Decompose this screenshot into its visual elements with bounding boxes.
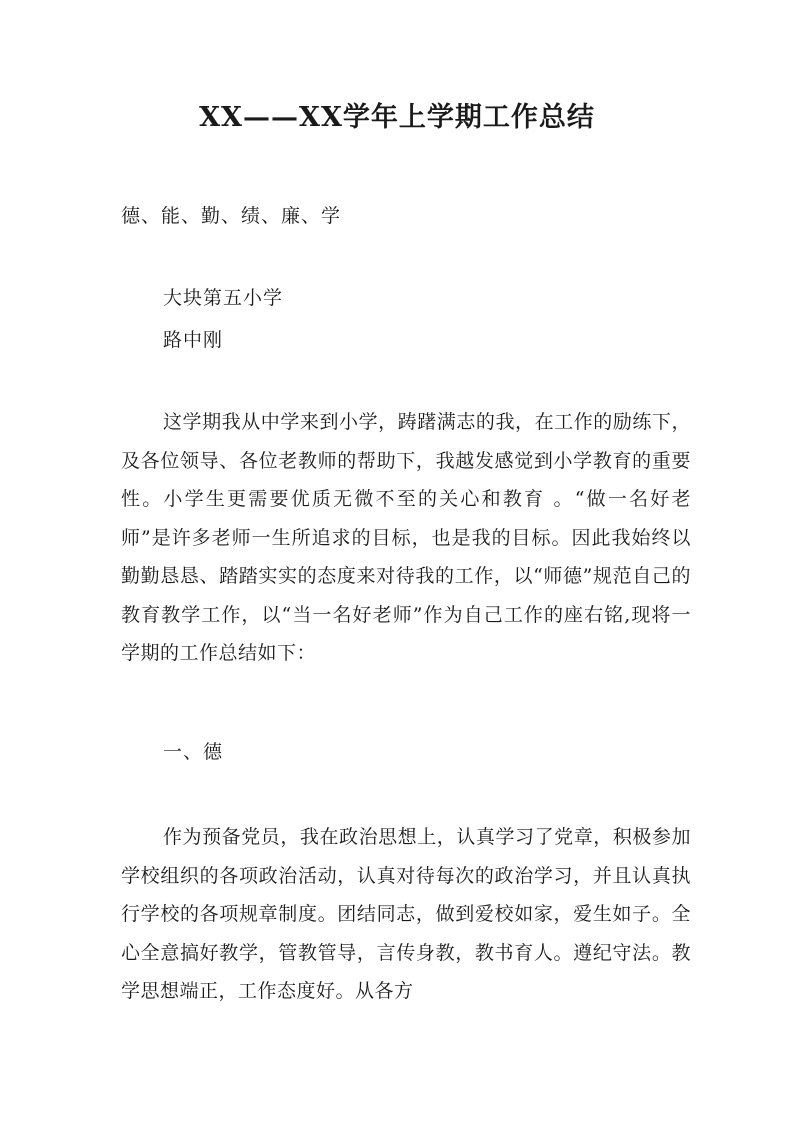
document-subtitle: 德、能、勤、绩、廉、学 — [121, 205, 342, 227]
author-name: 路中刚 — [163, 329, 224, 351]
section-1-paragraph: 作为预备党员，我在政治思想上，认真学习了党章，积极参加学校组织的各项政治活动，认真对待每次的政治学习，并且认真执行学校的各项规章制度。团结同志，做到爱校如家，爱生如子。全心全意搞好教学，管教管导，言传身教，教书育人。遵纪守法。教学思想端正，工作态度好。从各方 — [121, 826, 691, 1002]
document-title: XX——XX学年上学期工作总结 — [199, 102, 595, 133]
intro-paragraph: 这学期我从中学来到小学，踌躇满志的我，在工作的励练下，及各位领导、各位老教师的帮助下，我越发感觉到小学教育的重要性。小学生更需要优质无微不至的关心和教育 。“做一名好老师”是许多老师一生所追求的目标，也是我的目标。因此我始终以勤勤恳恳、踏踏实实的态度来对待我的工作，以“师德”规范自己的教育教学工作，以“当一名好老师”作为自己工作的座右铭,现将一学期的工作总结如下： — [121, 411, 691, 664]
organization-name: 大块第五小学 — [163, 287, 284, 309]
section-heading-de: 一、德 — [163, 741, 224, 763]
